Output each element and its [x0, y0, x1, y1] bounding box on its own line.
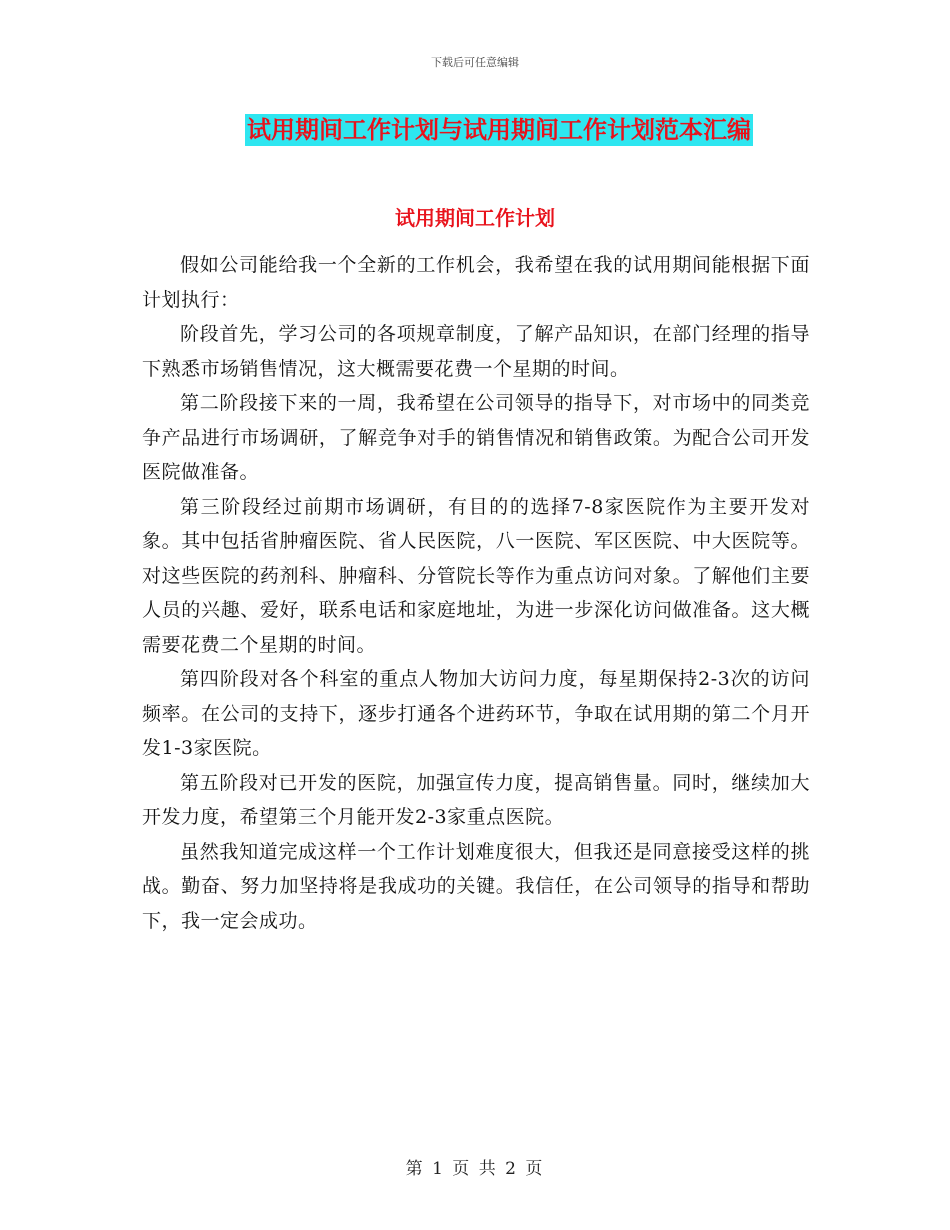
paragraph-6: 第五阶段对已开发的医院，加强宣传力度，提高销售量。同时，继续加大开发力度，希望第三个月能开发2-3家重点医院。	[142, 771, 810, 828]
paragraph-7: 虽然我知道完成这样一个工作计划难度很大，但我还是同意接受这样的挑战。勤奋、努力加坚持将是我成功的关键。我信任，在公司领导的指导和帮助下，我一定会成功。	[142, 840, 810, 932]
document-title-container	[0, 114, 950, 146]
document-body	[142, 248, 810, 938]
paragraph-2: 阶段首先，学习公司的各项规章制度，了解产品知识，在部门经理的指导下熟悉市场销售情况，这大概需要花费一个星期的时间。	[142, 323, 810, 380]
paragraph-4: 第三阶段经过前期市场调研，有目的的选择7-8家医院作为主要开发对象。其中包括省肿瘤医院、省人民医院，八一医院、军区医院、中大医院等。对这些医院的药剂科、肿瘤科、分管院长等作为重点访问对象。了解他们主要人员的兴趣、爱好，联系电话和家庭地址，为进一步深化访问做准备。这大概需要花费二个星期的时间。	[142, 495, 810, 656]
section-title: 试用期间工作计划	[395, 206, 555, 230]
page-footer: 第 1 页 共 2 页	[405, 1159, 545, 1179]
header-note: 下载后可任意编辑	[431, 56, 519, 69]
document-title: 试用期间工作计划与试用期间工作计划范本汇编	[247, 116, 751, 144]
paragraph-3: 第二阶段接下来的一周，我希望在公司领导的指导下，对市场中的同类竞争产品进行市场调研，了解竞争对手的销售情况和销售政策。为配合公司开发医院做准备。	[142, 392, 810, 483]
paragraph-5: 第四阶段对各个科室的重点人物加大访问力度，每星期保持2-3次的访问频率。在公司的支持下，逐步打通各个进药环节，争取在试用期的第二个月开发1-3家医院。	[142, 668, 810, 759]
paragraph-1: 假如公司能给我一个全新的工作机会，我希望在我的试用期间能根据下面计划执行：	[142, 254, 810, 311]
